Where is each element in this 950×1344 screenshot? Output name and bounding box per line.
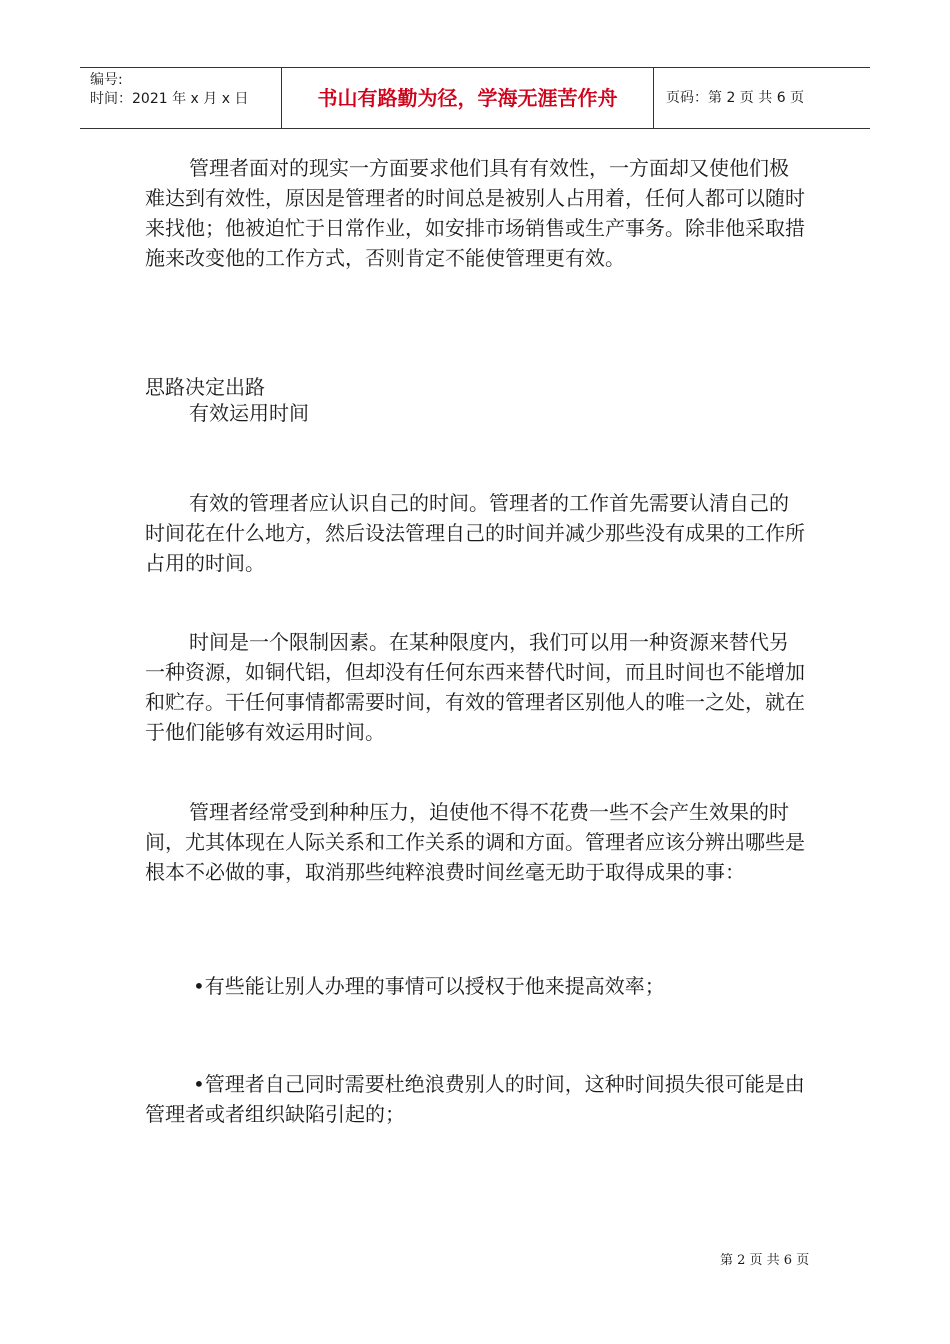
section-heading-2: 有效运用时间 xyxy=(189,401,309,425)
paragraph-4: 管理者经常受到种种压力，迫使他不得不花费一些不会产生效果的时间，尤其体现在人际关系和工作关系的调和方面。管理者应该分辨出哪些是根本不必做的事，取消那些纯粹浪费时间丝毫无助于取得成果的事： xyxy=(145,800,805,884)
bullet-item-2: •管理者自己同时需要杜绝浪费别人的时间，这种时间损失很可能是由管理者或者组织缺陷引起的； xyxy=(145,1072,805,1126)
paragraph-3: 时间是一个限制因素。在某种限度内，我们可以用一种资源来替代另一种资源，如铜代铝，但却没有任何东西来替代时间，而且时间也不能增加和贮存。干任何事情都需要时间，有效的管理者区别他人的唯一之处，就在于他们能够有效运用时间。 xyxy=(145,630,805,744)
header-date-label: 时间：2021 年 x 月 x 日 xyxy=(90,91,249,107)
document-header xyxy=(80,67,870,129)
header-number-label: 编号: xyxy=(90,72,123,88)
section-heading-1: 思路决定出路 xyxy=(145,375,265,399)
header-page-label: 页码：第 2 页 共 6 页 xyxy=(666,90,805,106)
header-meta xyxy=(80,68,282,128)
paragraph-1: 管理者面对的现实一方面要求他们具有有效性，一方面却又使他们极难达到有效性，原因是管理者的时间总是被别人占用着，任何人都可以随时来找他；他被迫忙于日常作业，如安排市场销售或生产事务。除非他采取措施来改变他的工作方式，否则肯定不能使管理更有效。 xyxy=(145,156,805,270)
header-motto: 书山有路勤为径，学海无涯苦作舟 xyxy=(282,68,654,128)
paragraph-2: 有效的管理者应认识自己的时间。管理者的工作首先需要认清自己的时间花在什么地方，然后设法管理自己的时间并减少那些没有成果的工作所占用的时间。 xyxy=(145,491,805,575)
bullet-item-1: •有些能让别人办理的事情可以授权于他来提高效率； xyxy=(193,974,665,998)
footer-page-label: 第 2 页 共 6 页 xyxy=(720,1253,810,1268)
